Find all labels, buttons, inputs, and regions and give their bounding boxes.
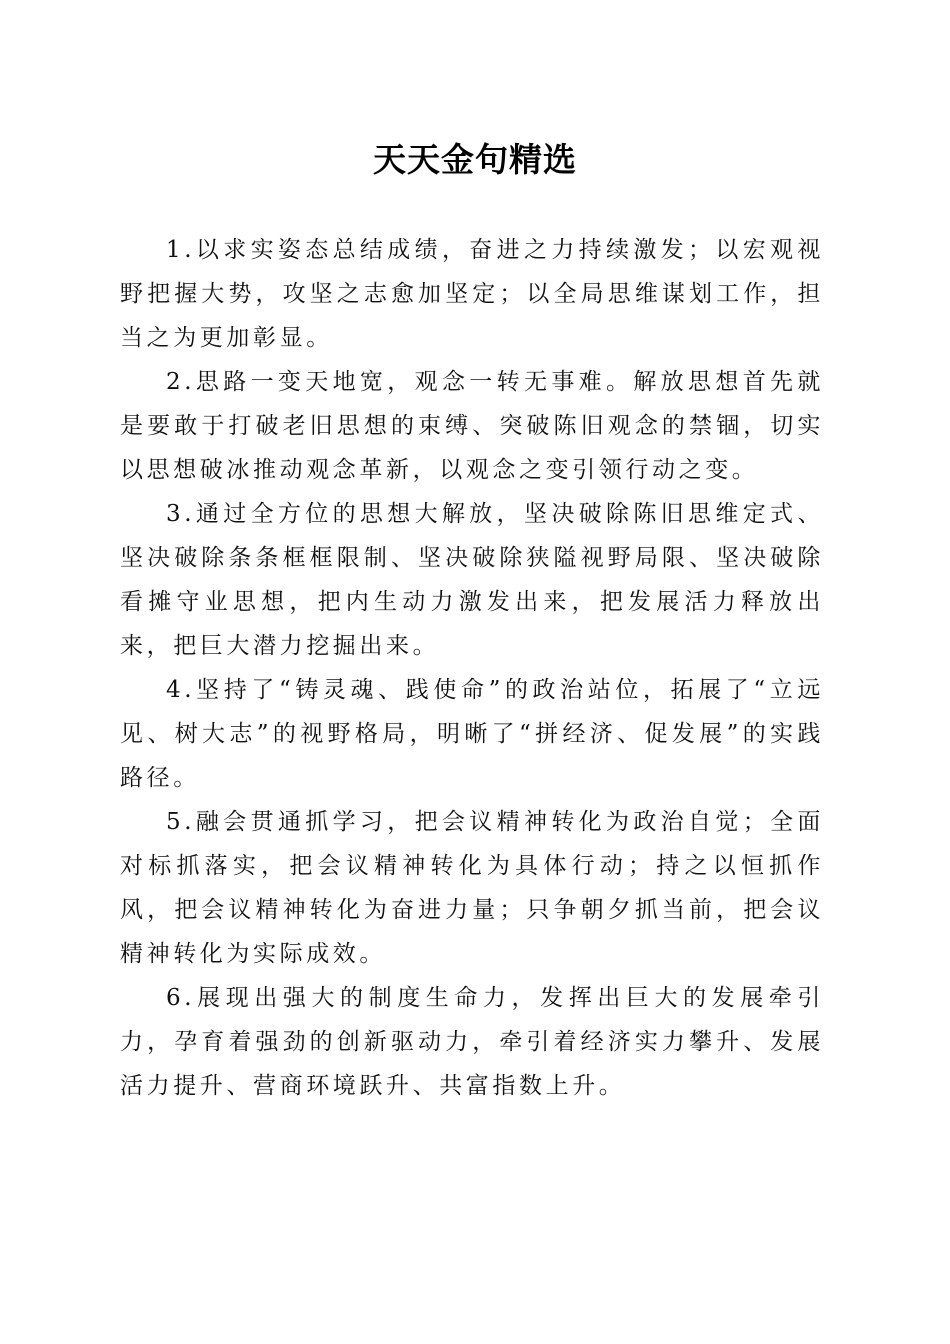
paragraph-3: 3.通过全方位的思想大解放，坚决破除陈旧思维定式、坚决破除条条框框限制、坚决破除狭隘视野局限、坚决破除看摊守业思想，把内生动力激发出来，把发展活力释放出来，把巨大潜力挖掘出来。 bbox=[120, 501, 824, 659]
paragraph-1: 1.以求实姿态总结成绩，奋进之力持续激发；以宏观视野把握大势，攻坚之志愈加坚定；以全局思维谋划工作，担当之为更加彰显。 bbox=[120, 237, 824, 351]
paragraph-6: 6.展现出强大的制度生命力，发挥出巨大的发展牵引力，孕育着强劲的创新驱动力，牵引着经济实力攀升、发展活力提升、营商环境跃升、共富指数上升。 bbox=[120, 985, 824, 1099]
paragraph-5: 5.融会贯通抓学习，把会议精神转化为政治自觉；全面对标抓落实，把会议精神转化为具体行动；持之以恒抓作风，把会议精神转化为奋进力量；只争朝夕抓当前，把会议精神转化为实际成效。 bbox=[120, 809, 824, 967]
document-title: 天天金句精选 bbox=[373, 140, 577, 179]
paragraph-2: 2.思路一变天地宽，观念一转无事难。解放思想首先就是要敢于打破老旧思想的束缚、突破陈旧观念的禁锢，切实以思想破冰推动观念革新，以观念之变引领行动之变。 bbox=[120, 369, 824, 483]
document-body bbox=[120, 228, 824, 1108]
paragraph-4: 4.坚持了“铸灵魂、践使命”的政治站位，拓展了“立远见、树大志”的视野格局，明晰了“拼经济、促发展”的实践路径。 bbox=[120, 677, 824, 791]
